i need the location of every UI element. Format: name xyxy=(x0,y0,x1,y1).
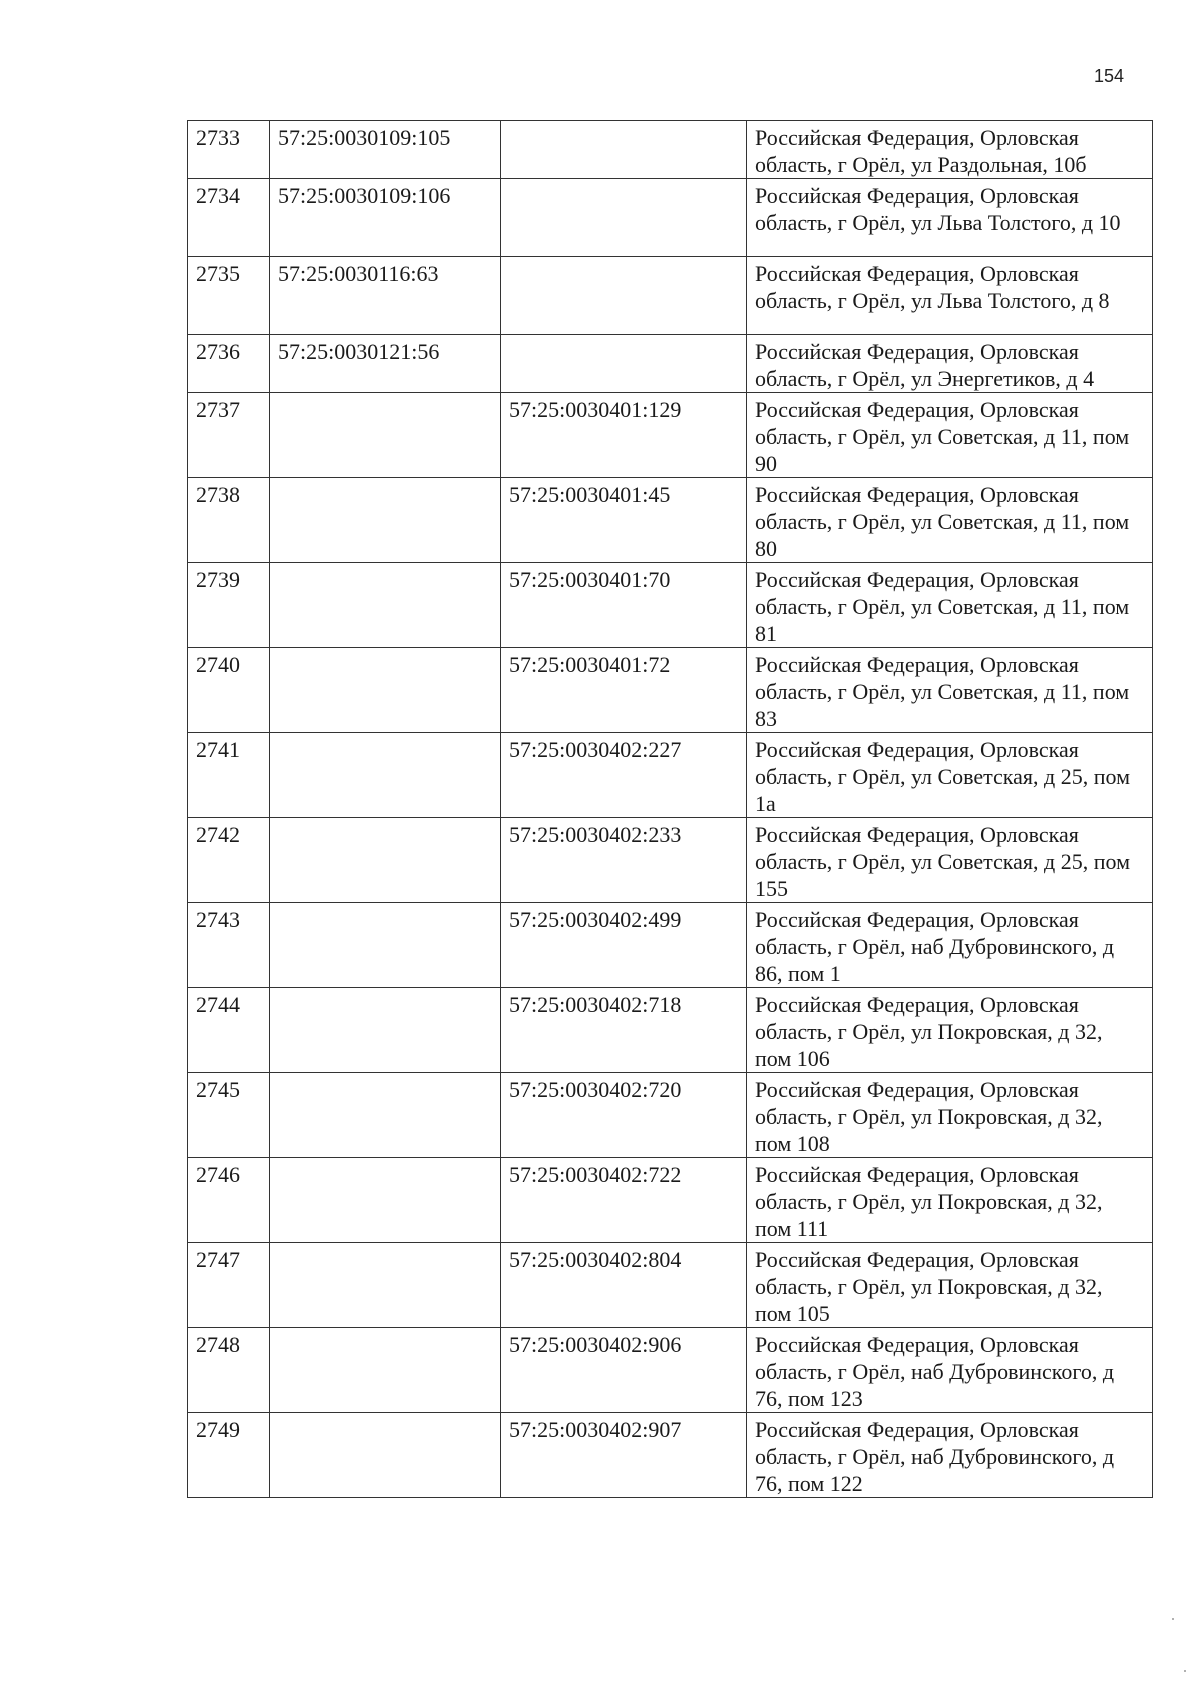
cadastral-number-cell xyxy=(270,1413,501,1498)
premises-cadastral-number-cell xyxy=(501,121,747,179)
row-number-cell: 2743 xyxy=(188,903,270,988)
cadastral-number-cell xyxy=(270,393,501,478)
address-cell: Российская Федерация, Орловская область, г Орёл, ул Покровская, д 32, пом 111 xyxy=(747,1158,1153,1243)
row-number-cell: 2746 xyxy=(188,1158,270,1243)
table-row xyxy=(188,1413,1153,1498)
row-number-cell: 2734 xyxy=(188,179,270,257)
premises-cadastral-number-cell: 57:25:0030402:722 xyxy=(501,1158,747,1243)
table-row xyxy=(188,818,1153,903)
premises-cadastral-number-cell xyxy=(501,257,747,335)
table-row xyxy=(188,179,1153,257)
cadastral-number-cell xyxy=(270,733,501,818)
scan-speck xyxy=(1172,1618,1174,1620)
row-number-cell: 2739 xyxy=(188,563,270,648)
premises-cadastral-number-cell: 57:25:0030401:70 xyxy=(501,563,747,648)
premises-cadastral-number-cell: 57:25:0030402:720 xyxy=(501,1073,747,1158)
row-number-cell: 2735 xyxy=(188,257,270,335)
table-row xyxy=(188,1073,1153,1158)
registry-table-body xyxy=(188,121,1153,1498)
row-number-cell: 2736 xyxy=(188,335,270,393)
table-row xyxy=(188,1158,1153,1243)
row-number-cell: 2737 xyxy=(188,393,270,478)
table-row xyxy=(188,903,1153,988)
premises-cadastral-number-cell: 57:25:0030401:129 xyxy=(501,393,747,478)
table-row xyxy=(188,988,1153,1073)
cadastral-number-cell: 57:25:0030109:106 xyxy=(270,179,501,257)
registry-table xyxy=(187,120,1153,1498)
row-number-cell: 2733 xyxy=(188,121,270,179)
cadastral-number-cell xyxy=(270,563,501,648)
table-row xyxy=(188,563,1153,648)
row-number-cell: 2738 xyxy=(188,478,270,563)
address-cell: Российская Федерация, Орловская область, г Орёл, наб Дубровинского, д 76, пом 123 xyxy=(747,1328,1153,1413)
cadastral-number-cell xyxy=(270,478,501,563)
address-cell: Российская Федерация, Орловская область, г Орёл, ул Советская, д 11, пом 80 xyxy=(747,478,1153,563)
address-cell: Российская Федерация, Орловская область, г Орёл, ул Покровская, д 32, пом 105 xyxy=(747,1243,1153,1328)
row-number-cell: 2741 xyxy=(188,733,270,818)
address-cell: Российская Федерация, Орловская область, г Орёл, ул Раздольная, 10б xyxy=(747,121,1153,179)
cadastral-number-cell xyxy=(270,903,501,988)
row-number-cell: 2749 xyxy=(188,1413,270,1498)
cadastral-number-cell xyxy=(270,988,501,1073)
cadastral-number-cell xyxy=(270,1243,501,1328)
premises-cadastral-number-cell: 57:25:0030402:233 xyxy=(501,818,747,903)
premises-cadastral-number-cell: 57:25:0030401:45 xyxy=(501,478,747,563)
address-cell: Российская Федерация, Орловская область, г Орёл, ул Советская, д 25, пом 155 xyxy=(747,818,1153,903)
table-row xyxy=(188,393,1153,478)
cadastral-number-cell xyxy=(270,1073,501,1158)
premises-cadastral-number-cell: 57:25:0030402:718 xyxy=(501,988,747,1073)
address-cell: Российская Федерация, Орловская область, г Орёл, ул Покровская, д 32, пом 108 xyxy=(747,1073,1153,1158)
table-row xyxy=(188,257,1153,335)
address-cell: Российская Федерация, Орловская область, г Орёл, ул Советская, д 11, пом 81 xyxy=(747,563,1153,648)
row-number-cell: 2748 xyxy=(188,1328,270,1413)
address-cell: Российская Федерация, Орловская область, г Орёл, ул Энергетиков, д 4 xyxy=(747,335,1153,393)
table-row xyxy=(188,1328,1153,1413)
table-row xyxy=(188,478,1153,563)
address-cell: Российская Федерация, Орловская область, г Орёл, наб Дубровинского, д 76, пом 122 xyxy=(747,1413,1153,1498)
table-row xyxy=(188,648,1153,733)
address-cell: Российская Федерация, Орловская область, г Орёл, ул Льва Толстого, д 10 xyxy=(747,179,1153,257)
address-cell: Российская Федерация, Орловская область, г Орёл, наб Дубровинского, д 86, пом 1 xyxy=(747,903,1153,988)
premises-cadastral-number-cell: 57:25:0030402:907 xyxy=(501,1413,747,1498)
cadastral-number-cell xyxy=(270,1158,501,1243)
table-row xyxy=(188,335,1153,393)
premises-cadastral-number-cell: 57:25:0030402:906 xyxy=(501,1328,747,1413)
premises-cadastral-number-cell: 57:25:0030402:804 xyxy=(501,1243,747,1328)
address-cell: Российская Федерация, Орловская область, г Орёл, ул Советская, д 11, пом 90 xyxy=(747,393,1153,478)
address-cell: Российская Федерация, Орловская область, г Орёл, ул Советская, д 25, пом 1а xyxy=(747,733,1153,818)
table-row xyxy=(188,121,1153,179)
address-cell: Российская Федерация, Орловская область, г Орёл, ул Покровская, д 32, пом 106 xyxy=(747,988,1153,1073)
cadastral-number-cell: 57:25:0030121:56 xyxy=(270,335,501,393)
premises-cadastral-number-cell xyxy=(501,335,747,393)
cadastral-number-cell: 57:25:0030116:63 xyxy=(270,257,501,335)
cadastral-number-cell: 57:25:0030109:105 xyxy=(270,121,501,179)
row-number-cell: 2745 xyxy=(188,1073,270,1158)
premises-cadastral-number-cell xyxy=(501,179,747,257)
premises-cadastral-number-cell: 57:25:0030402:499 xyxy=(501,903,747,988)
row-number-cell: 2742 xyxy=(188,818,270,903)
scan-speck xyxy=(1184,1670,1186,1672)
page-number: 154 xyxy=(1094,66,1125,86)
cadastral-number-cell xyxy=(270,818,501,903)
row-number-cell: 2744 xyxy=(188,988,270,1073)
address-cell: Российская Федерация, Орловская область, г Орёл, ул Льва Толстого, д 8 xyxy=(747,257,1153,335)
premises-cadastral-number-cell: 57:25:0030401:72 xyxy=(501,648,747,733)
table-row xyxy=(188,1243,1153,1328)
cadastral-number-cell xyxy=(270,648,501,733)
cadastral-number-cell xyxy=(270,1328,501,1413)
premises-cadastral-number-cell: 57:25:0030402:227 xyxy=(501,733,747,818)
address-cell: Российская Федерация, Орловская область, г Орёл, ул Советская, д 11, пом 83 xyxy=(747,648,1153,733)
table-row xyxy=(188,733,1153,818)
row-number-cell: 2747 xyxy=(188,1243,270,1328)
row-number-cell: 2740 xyxy=(188,648,270,733)
